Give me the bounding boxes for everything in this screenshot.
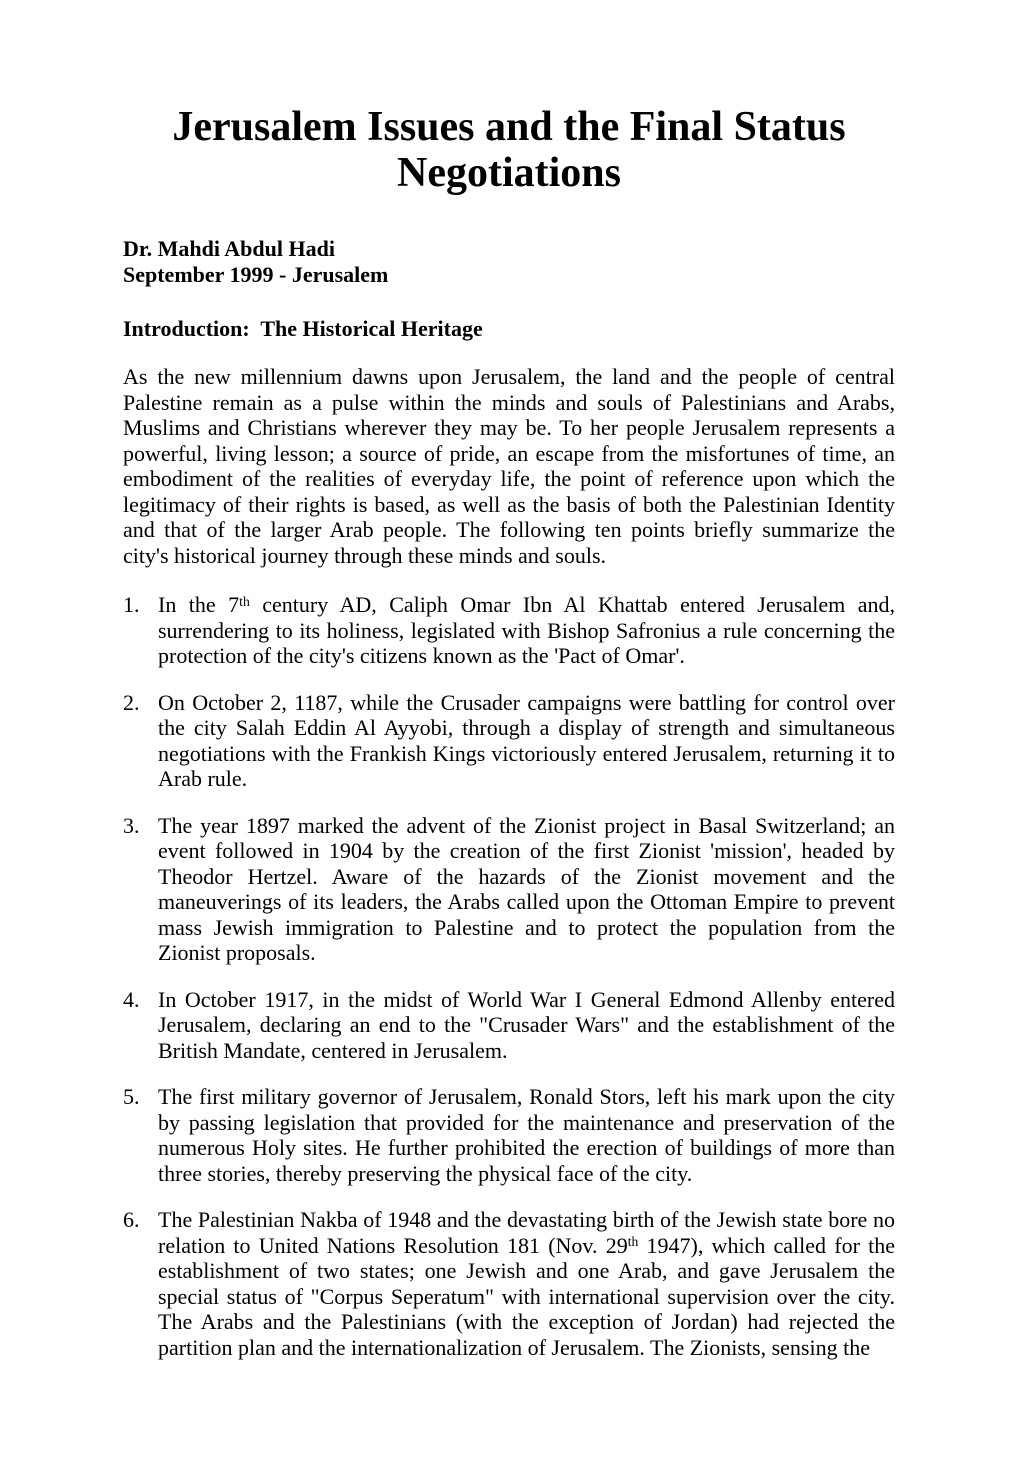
dateline: September 1999 - Jerusalem bbox=[123, 262, 389, 287]
intro-paragraph: As the new millennium dawns upon Jerusalem, the land and the people of central Palestine remain as a pulse within the minds and souls of Palestinians and Arabs, Muslims and Christians wherever they may be. To her people Jerusalem represents a powerful, living lesson; a source of pride, an escape from the misfortunes of time, an embodiment of the realities of everyday life, the point of reference upon which the legitimacy of their rights is based, as well as the basis of both the Palestinian Identity and that of the larger Arab people. The following ten points briefly summarize the city's historical journey through these minds and souls. bbox=[123, 364, 895, 568]
document-title bbox=[123, 104, 895, 196]
list-item-text: The first military governor of Jerusalem, Ronald Stors, left his mark upon the city by passing legislation that provided for the maintenance and preservation of the numerous Holy sites. He further prohibited the erection of buildings of more than three stories, thereby preserving the physical face of the city. bbox=[158, 1084, 895, 1186]
list-item-number: 1. bbox=[123, 592, 140, 617]
superscript-ordinal: th bbox=[627, 1234, 639, 1250]
byline bbox=[123, 236, 895, 288]
list-item bbox=[123, 690, 895, 792]
numbered-list bbox=[123, 592, 895, 1360]
list-item-text: In the 7th century AD, Caliph Omar Ibn Al Khattab entered Jerusalem and, surrendering to its holiness, legislated with Bishop Safronius a rule concerning the protection of the city's citizens known as the 'Pact of Omar'. bbox=[158, 592, 895, 668]
list-item-number: 5. bbox=[123, 1084, 140, 1109]
list-item-number: 2. bbox=[123, 689, 140, 715]
list-item-number: 3. bbox=[123, 812, 140, 838]
list-item bbox=[123, 1084, 895, 1186]
list-item bbox=[123, 987, 895, 1064]
document-title-line-2: Negotiations bbox=[397, 150, 621, 196]
list-item-text: The year 1897 marked the advent of the Zionist project in Basal Switzerland; an event followed in 1904 by the creation of the first Zionist 'mission', headed by Theodor Hertzel. Aware of the hazards of the Zionist movement and the maneuverings of its leaders, the Arabs called upon the Ottoman Empire to prevent mass Jewish immigration to Palestine and to protect the population from the Zionist proposals. bbox=[158, 812, 895, 965]
list-item bbox=[123, 1207, 895, 1360]
superscript-ordinal: th bbox=[239, 593, 250, 609]
list-item-text: On October 2, 1187, while the Crusader campaigns were battling for control over the city Salah Eddin Al Ayyobi, through a display of strength and simultaneous negotiations with the Frankish Kings victoriously entered Jerusalem, returning it to Arab rule. bbox=[158, 689, 895, 791]
list-item bbox=[123, 592, 895, 669]
document-title-line-1: Jerusalem Issues and the Final Status bbox=[172, 104, 846, 150]
list-item-text: The Palestinian Nakba of 1948 and the devastating birth of the Jewish state bore no relation to United Nations Resolution 181 (Nov. 29th 1947), which called for the establishment of two states; one Jewish and one Arab, and gave Jerusalem the special status of "Corpus Seperatum" with international supervision over the city. The Arabs and the Palestinians (with the exception of Jordan) had rejected the partition plan and the internationalization of Jerusalem. The Zionists, sensing the bbox=[158, 1207, 895, 1360]
list-item-text: In October 1917, in the midst of World War I General Edmond Allenby entered Jerusalem, declaring an end to the "Crusader Wars" and the establishment of the British Mandate, centered in Jerusalem. bbox=[158, 986, 895, 1063]
list-item-number: 6. bbox=[123, 1207, 140, 1232]
list-item bbox=[123, 813, 895, 966]
list-item-number: 4. bbox=[123, 986, 140, 1012]
author-name: Dr. Mahdi Abdul Hadi bbox=[123, 236, 335, 261]
section-heading: Introduction: The Historical Heritage bbox=[123, 316, 483, 341]
